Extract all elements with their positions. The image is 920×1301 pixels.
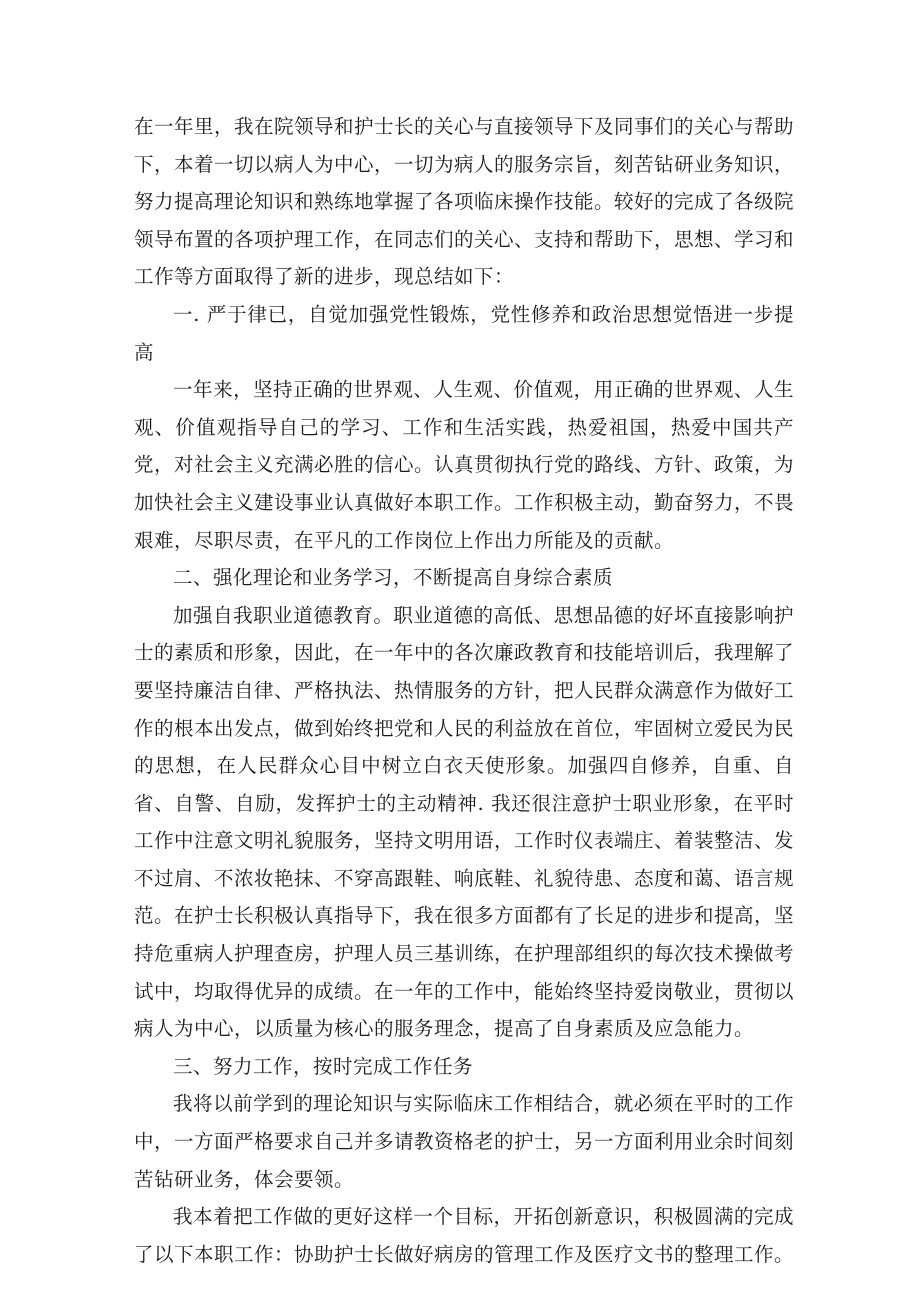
intro-paragraph: 在一年里，我在院领导和护士长的关心与直接领导下及同事们的关心与帮助下，本着一切以病人为中心，一切为病人的服务宗旨，刻苦钻研业务知识，努力提高理论知识和熟练地掌握了各项临床操作技能。较好的完成了各级院领导布置的各项护理工作，在同志们的关心、支持和帮助下，思想、学习和工作等方面取得了新的进步，现总结如下：	[134, 115, 795, 289]
section-body-3a: 我将以前学到的理论知识与实际临床工作相结合，就必须在平时的工作中，一方面严格要求自己并多请教资格老的护士，另一方面利用业余时间刻苦钻研业务，体会要领。	[134, 1092, 795, 1191]
section-heading-3: 三、努力工作，按时完成工作任务	[173, 1054, 474, 1078]
section-heading-2: 二、强化理论和业务学习，不断提高自身综合素质	[173, 566, 614, 590]
section-heading-1: 一. 严于律已，自觉加强党性锻炼，党性修养和政治思想觉悟进一步提高	[134, 302, 794, 364]
section-body-3b: 我本着把工作做的更好这样一个目标，开拓创新意识，积极圆满的完成了以下本职工作：协助护士长做好病房的管理工作及医疗文书的整理工作。	[134, 1205, 795, 1266]
section-body-2: 加强自我职业道德教育。职业道德的高低、思想品德的好坏直接影响护士的素质和形象，因此，在一年中的各次廉政教育和技能培训后，我理解了要坚持廉洁自律、严格执法、热情服务的方针，把人民群众满意作为做好工作的根本出发点，做到始终把党和人民的利益放在首位，牢固树立爱民为民的思想，在人民群众心目中树立白衣天使形象。加强四自修养，自重、自省、自警、自励，发挥护士的主动精神. 我还很注意护士职业形象，在平时工作中注意文明礼貌服务，坚持文明用语，工作时仪表端庄、着装整洁、发不过肩、不浓妆艳抹、不穿高跟鞋、响底鞋、礼貌待患、态度和蔼、语言规范。在护士长积极认真指导下，我在很多方面都有了长足的进步和提高，坚持危重病人护理查房，护理人员三基训练，在护理部组织的每次技术操做考试中，均取得优异的成绩。在一年的工作中，能始终坚持爱岗敬业，贯彻以病人为中心，以质量为核心的服务理念，提高了自身素质及应急能力。	[134, 603, 795, 1041]
document-page	[134, 108, 794, 1273]
section-body-1: 一年来，坚持正确的世界观、人生观、价值观，用正确的世界观、人生观、价值观指导自己的学习、工作和生活实践，热爱祖国，热爱中国共产党，对社会主义充满必胜的信心。认真贯彻执行党的路线、方针、政策，为加快社会主义建设事业认真做好本职工作。工作积极主动，勤奋努力，不畏艰难，尽职尽责，在平凡的工作岗位上作出力所能及的贡献。	[134, 378, 795, 552]
